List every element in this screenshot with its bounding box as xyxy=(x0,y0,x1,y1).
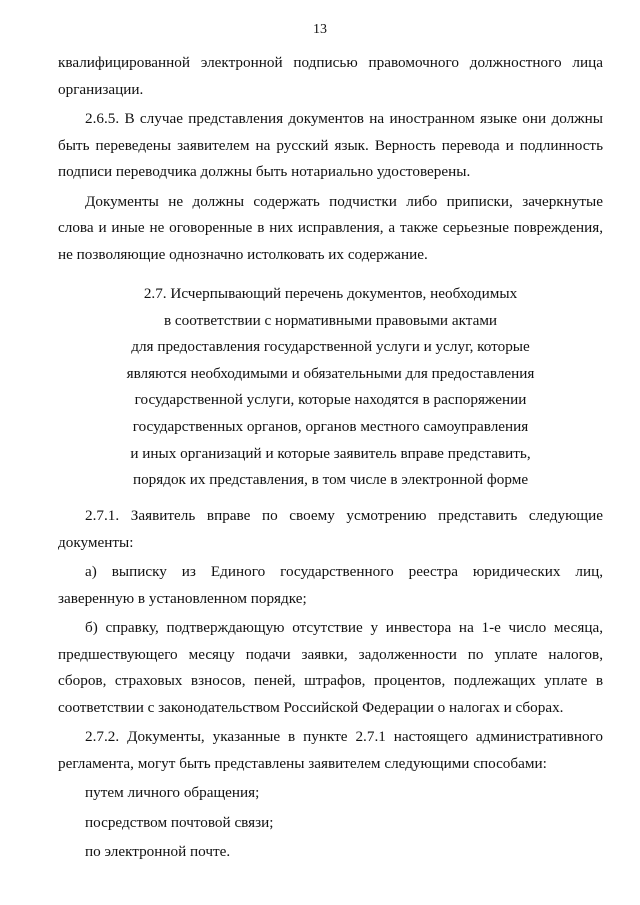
paragraph-continuation-end: организации. xyxy=(58,80,144,98)
paragraph-continuation-line: квалифицированной электронной подписью правомочного должностного лица xyxy=(58,54,603,71)
heading-line: порядок их представления, в том числе в электронной форме xyxy=(132,471,529,489)
heading-line: для предоставления государственной услуги и услуг, которые xyxy=(131,338,530,356)
heading-line: государственной услуги, которые находятся в распоряжении xyxy=(134,391,527,409)
section-heading-2-7 xyxy=(58,281,603,494)
page-number: 13 xyxy=(313,22,327,37)
bottom-text-block xyxy=(58,503,603,866)
paragraph-2-7-2: 2.7.2. Документы, указанные в пункте 2.7.1 настоящего административного регламента, могут быть представлены заявителем следующими способами: xyxy=(58,728,603,772)
method-list-item: по электронной почте. xyxy=(85,843,231,860)
top-text-block xyxy=(58,50,603,268)
method-list-item: путем личного обращения; xyxy=(85,784,260,801)
paragraph-item-b: б) справку, подтверждающую отсутствие у инвестора на 1-е число месяца, предшествующего месяцу подачи заявки, задолженности по уплате налогов, сборов, страховых взносов, пеней, штрафов, процентов, подлежащих уплате в соответствии с законодательством Российской Федерации о налогах и сборах. xyxy=(58,619,603,716)
heading-line: являются необходимыми и обязательными для предоставления xyxy=(126,364,535,382)
heading-line: и иных организаций и которые заявитель вправе представить, xyxy=(130,444,531,462)
heading-line: в соответствии с нормативными правовыми актами xyxy=(163,311,498,329)
method-list-item: посредством почтовой связи; xyxy=(85,813,274,831)
paragraph-2-6-5: 2.6.5. В случае представления документов на иностранном языке они должны быть переведены заявителем на русский язык. Верность перевода и подлинность подписи переводчика должны быть нотариально удостоверены. xyxy=(58,110,603,180)
paragraph-documents-requirements: Документы не должны содержать подчистки либо приписки, зачеркнутые слова и иные не оговоренные в них исправления, а также серьезные повреждения, не позволяющие однозначно истолковать их содержание. xyxy=(58,192,603,263)
paragraph-2-7-1: 2.7.1. Заявитель вправе по своему усмотрению представить следующие документы: xyxy=(58,507,603,551)
paragraph-item-a: а) выписку из Единого государственного реестра юридических лиц, заверенную в установленном порядке; xyxy=(58,563,603,607)
heading-line: государственных органов, органов местного самоуправления xyxy=(132,417,529,435)
heading-line: 2.7. Исчерпывающий перечень документов, необходимых xyxy=(143,285,518,302)
